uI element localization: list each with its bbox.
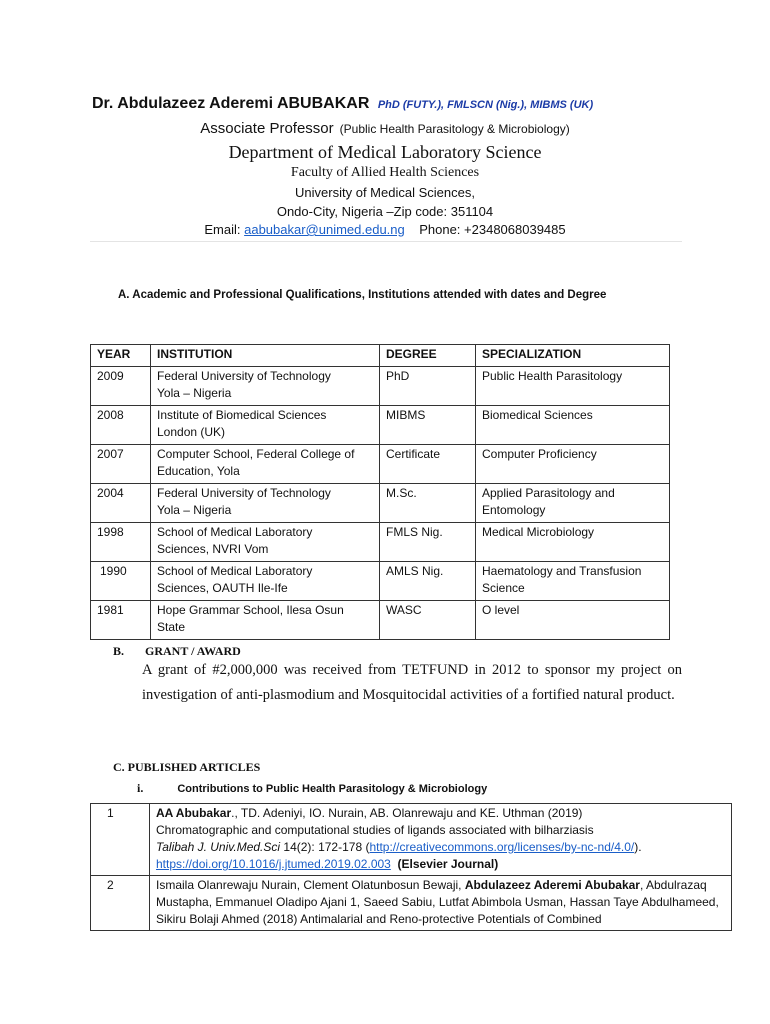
header-degree: DEGREE [380,345,476,367]
subsection-label: i. [137,781,144,795]
institution-line: Federal University of Technology [157,485,331,500]
specialization-line: Science [482,581,525,595]
specialization-cell [476,366,670,405]
institution-line: Yola – Nigeria [157,503,232,517]
specialization-cell [476,483,670,522]
position-title: Associate Professor [200,120,334,137]
institution-line: School of Medical Laboratory [157,563,313,578]
qualifications-table [90,344,670,640]
degree-cell: AMLS Nig. [380,561,476,600]
author-name [92,95,593,113]
specialization-line: Applied Parasitology and [482,485,615,500]
table-header-row [91,345,670,367]
specialization-line: Biomedical Sciences [482,407,593,422]
department: Department of Medical Laboratory Science [228,142,542,162]
header-year: YEAR [91,345,151,367]
header-institution: INSTITUTION [151,345,380,367]
contact-line [0,222,770,237]
article-license-close: ). [634,840,642,854]
article-number: 1 [91,804,150,876]
year-cell: 2008 [91,405,151,444]
degree-cell: PhD [380,366,476,405]
institution-cell [151,483,380,522]
specialization-line: Public Health Parasitology [482,368,623,383]
section-b-title [113,644,241,659]
header-divider [90,241,682,242]
institution-line: Computer School, Federal College of [157,446,355,461]
specialization-line: Entomology [482,503,546,517]
section-b-label: B. [113,644,125,658]
university: University of Medical Sciences, [295,185,475,200]
specialization-line: O level [482,602,520,617]
article-entry [150,876,732,931]
specialization-line: Computer Proficiency [482,446,597,461]
article-authors [156,805,725,822]
article-number: 2 [91,876,150,931]
institution-cell [151,366,380,405]
article-entry [150,804,732,876]
degree-cell: FMLS Nig. [380,522,476,561]
subsection-title [137,781,487,796]
table-row [91,804,732,876]
position-line [0,120,770,137]
publications-table [90,803,732,931]
author-credentials: PhD (FUTY.), FMLSCN (Nig.), MIBMS (UK) [377,99,594,111]
license-link[interactable]: http://creativecommons.org/licenses/by-nc-nd/4.0/ [369,840,635,854]
article-authors-rest: ., TD. Adeniyi, IO. Nurain, AB. Olanrewaju and KE. Uthman (2019) [231,806,583,820]
year-cell: 2009 [91,366,151,405]
specialization-cell [476,600,670,639]
institution-line: Sciences, OAUTH Ile-Ife [157,581,288,595]
table-row [91,561,670,600]
institution-line: Institute of Biomedical Sciences [157,407,327,422]
institution-cell [151,405,380,444]
institution-line: Federal University of Technology [157,368,331,383]
specialization-cell [476,444,670,483]
article-volume: 14(2): 172-178 ( [280,840,370,854]
article-authors-pre: Ismaila Olanrewaju Nurain, Clement Olatunbosun Bewaji, [156,878,465,892]
specialization-cell [476,405,670,444]
header-specialization: SPECIALIZATION [476,345,670,367]
institution-cell [151,444,380,483]
address: Ondo-City, Nigeria –Zip code: 351104 [276,204,494,219]
section-c-title: C. PUBLISHED ARTICLES [113,760,261,774]
institution-line: London (UK) [157,425,226,439]
table-row [91,366,670,405]
author-name-text: Dr. Abdulazeez Aderemi ABUBAKAR [92,95,370,112]
specialization-cell [476,561,670,600]
institution-cell [151,600,380,639]
institution-line: Education, Yola [157,464,240,478]
year-cell: 1990 [91,561,151,600]
phone: Phone: +2348068039485 [419,222,566,237]
institution-line: Sciences, NVRI Vom [157,542,269,556]
degree-cell: Certificate [380,444,476,483]
institution-line: School of Medical Laboratory [157,524,313,539]
email-label: Email: [204,222,241,237]
article-publisher: (Elsevier Journal) [397,857,499,871]
article-journal: Talibah J. Univ.Med.Sci [156,840,281,854]
institution-cell [151,561,380,600]
article-authors-post: , Abdulrazaq Mustapha, Emmanuel Oladipo Ajani 1, Saeed Sabiu, Lutfat Abimbola Usman, Hassan Taye Abdulhameed, Sikiru Bolaji Ahmed (2018) Antimalarial and Reno-protective Potentials of Combined [156,878,719,926]
specialization-cell [476,522,670,561]
table-row [91,876,732,931]
email-link[interactable]: aabubakar@unimed.edu.ng [244,222,405,237]
institution-line: Hope Grammar School, Ilesa Osun [157,602,344,617]
institution-cell [151,522,380,561]
article-author-bold: AA Abubakar [156,806,232,820]
institution-line: Yola – Nigeria [157,386,232,400]
year-cell: 1981 [91,600,151,639]
degree-cell: MIBMS [380,405,476,444]
degree-cell: WASC [380,600,476,639]
subsection-heading: Contributions to Public Health Parasitology & Microbiology [177,783,488,795]
faculty: Faculty of Allied Health Sciences [290,165,480,180]
article-author-bold: Abdulazeez Aderemi Abubakar [464,878,640,892]
institution-line: State [157,620,186,634]
article-title: Chromatographic and computational studies of ligands associated with bilharziasis [156,823,594,837]
table-row [91,405,670,444]
article-doi-line [156,856,725,873]
year-cell: 2004 [91,483,151,522]
degree-cell: M.Sc. [380,483,476,522]
table-row [91,444,670,483]
table-row [91,600,670,639]
table-row [91,522,670,561]
grant-text: A grant of #2,000,000 was received from TETFUND in 2012 to sponsor my project on investigation of anti-plasmodium and Mosquitocidal activities of a fortified natural product. [142,662,682,703]
section-a-title: A. Academic and Professional Qualifications, Institutions attended with dates and Degree [118,289,607,301]
table-row [91,483,670,522]
specialization-line: Haematology and Transfusion [482,563,642,578]
specialization-line: Medical Microbiology [482,524,595,539]
year-cell: 1998 [91,522,151,561]
year-cell: 2007 [91,444,151,483]
article-citation [156,839,725,856]
section-b-heading: GRANT / AWARD [145,644,241,658]
position-specialty: (Public Health Parasitology & Microbiology) [339,122,570,136]
doi-link[interactable]: https://doi.org/10.1016/j.jtumed.2019.02.003 [156,857,391,871]
